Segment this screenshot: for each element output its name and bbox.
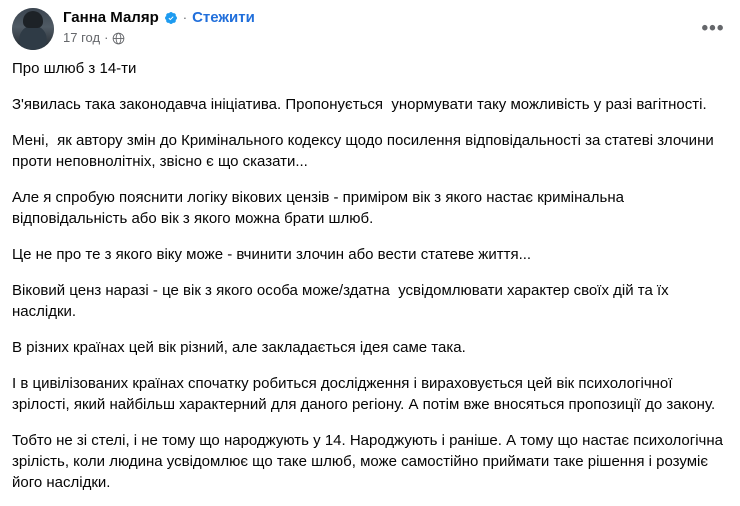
post-paragraph-6: Віковий ценз наразі - це вік з якого особа може/здатна усвідомлювати характер своїх дій та їх наслідки.	[12, 282, 673, 320]
verified-badge-icon	[164, 11, 178, 25]
post-body	[0, 52, 740, 503]
post-paragraph-5: Це не про те з якого віку може - вчинити злочин або вести статеве життя...	[12, 246, 532, 263]
avatar[interactable]	[12, 8, 54, 50]
avatar-hair-shape	[23, 11, 43, 28]
post-paragraph-1: Про шлюб з 14-ти	[12, 60, 137, 77]
post-more-options-button[interactable]	[696, 12, 730, 46]
header-text	[63, 8, 728, 46]
author-row	[63, 9, 728, 27]
post-paragraph-9: Тобто не зі стелі, і не тому що народжують у 14. Народжують і раніше. А тому що настає психологічна зрілість, коли людина усвідомлює що таке шлюб, може самостійно приймати таке рішення і розуміє його наслідки.	[12, 432, 728, 491]
globe-icon[interactable]	[112, 32, 125, 45]
post-timestamp[interactable]: 17 год	[63, 30, 101, 45]
author-name[interactable]: Ганна Маляр	[63, 9, 159, 26]
name-separator: ·	[182, 10, 188, 25]
post-paragraph-7: В різних країнах цей вік різний, але закладається ідея саме така.	[12, 339, 466, 356]
post-meta	[63, 30, 728, 46]
post-paragraph-8: І в цивілізованих країнах спочатку робиться дослідження і вираховується цей вік психологічної зрілості, який найбільш характерний для даного регіону. А потім вже вносяться пропозиції до закону.	[12, 375, 716, 413]
post-paragraph-3: Мені, як автору змін до Кримінального кодексу щодо посилення відповідальності за статеві злочини проти неповнолітніх, звісно є що сказати...	[12, 132, 718, 170]
post-header	[0, 0, 740, 52]
post-paragraph-4: Але я спробую пояснити логіку вікових цензів - приміром вік з якого настає кримінальна відповідальність або вік з якого можна брати шлюб.	[12, 189, 629, 227]
more-dots-icon: •••	[701, 18, 725, 39]
follow-button[interactable]: Стежити	[192, 9, 255, 26]
post-paragraph-2: З'явилась така законодавча ініціатива. Пропонується унормувати таку можливість у разі вагітності.	[12, 96, 707, 113]
meta-separator: ·	[104, 30, 109, 45]
